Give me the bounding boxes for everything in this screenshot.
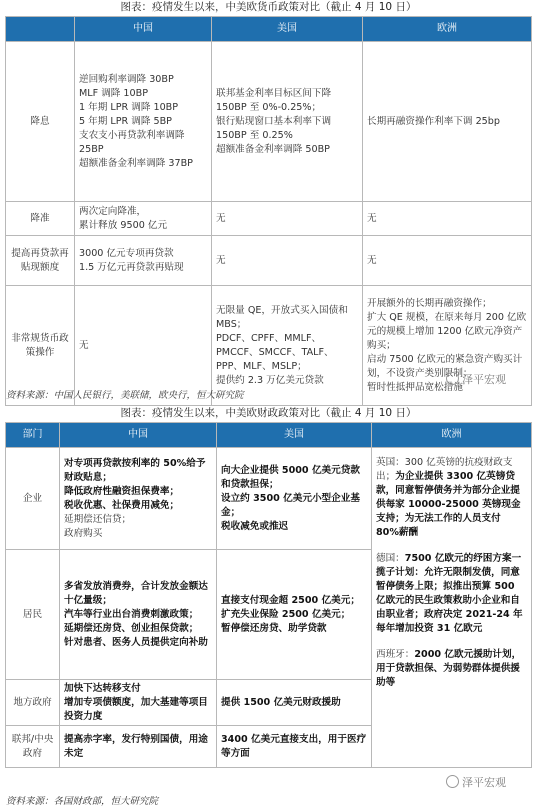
cell-text: 提高赤字率，发行特别国债，用途未定 [64, 733, 208, 759]
cell-text: 7500 亿欧元的纾困方案一揽子计划：允许无限制发债，同意暂停债务上限；拟推出预算 500 亿欧元的民生政策救助小企业和自由职业者；政府决定 2021-24 年每年增加投资 31 亿欧元 [376, 553, 523, 634]
cell-text: 税收减免或推迟 [221, 520, 289, 532]
cell-paragraph [64, 682, 212, 696]
cell-text: 德国： [376, 553, 405, 564]
cell-text: 为企业提供 3300 亿英镑贷款，同意暂停债务并为部分企业提供每家 10000-25000 英镑现金支持；为无法工作的人员支付 80%薪酬 [376, 471, 521, 538]
cell-text: 暂停偿还房贷、助学贷款 [221, 622, 327, 634]
cell-line: PDCF、CPFF、MMLF、 [216, 332, 322, 344]
cell-paragraph [221, 608, 367, 622]
cell-cn [75, 286, 212, 406]
cell-us [217, 550, 372, 680]
cell-line: 无 [216, 254, 226, 266]
cell-line: 1 年期 LPR 调降 10BP [79, 101, 179, 113]
cell-line: 无 [79, 339, 89, 351]
table-row [6, 236, 532, 286]
cell-line: 启动 7500 亿欧元的紧急资产购买计划，不设资产类别限制； [367, 353, 523, 379]
table-row [6, 202, 532, 236]
cell-cn [75, 42, 212, 202]
cell-text: 汽车等行业出台消费刺激政策； [64, 608, 199, 620]
cell-paragraph [64, 457, 212, 485]
header-cell: 美国 [212, 17, 363, 42]
table1-caption: 图表：疫情发生以来，中美欧货币政策对比（截止 4 月 10 日） [120, 1, 417, 13]
cell-text: 对专项再贷款按利率的 50%给予财政贴息； [64, 457, 206, 483]
cell-line: 3000 亿元专项再贷款 [79, 247, 174, 259]
cell-text: 多省发放消费券，合计发放金额达十亿量级； [64, 580, 208, 606]
cell-eu [372, 448, 532, 768]
cell-eu [363, 202, 532, 236]
cell-paragraph [64, 499, 212, 513]
row-label: 提高再贷款再贴现额度 [6, 236, 75, 286]
cell-text: 西班牙： [376, 649, 415, 660]
cell-line: 逆回购利率调降 30BP [79, 73, 174, 85]
cell-text: 政府购买 [64, 527, 103, 539]
cell-text: 直接支付现金超 2500 亿美元； [221, 594, 360, 606]
row-label: 企业 [6, 448, 60, 550]
header-cell: 欧洲 [363, 17, 532, 42]
cell-us [212, 42, 363, 202]
wechat-icon [446, 372, 459, 385]
cell-paragraph [64, 485, 212, 499]
cell-line: 累计释放 9500 亿元 [79, 219, 168, 231]
cell-line: 无 [367, 254, 377, 266]
cell-cn [75, 202, 212, 236]
cell-eu [363, 236, 532, 286]
cell-text: 2000 亿欧元援助计划，用于贷款担保、为弱势群体提供援助等 [376, 649, 522, 688]
cell-paragraph [376, 552, 527, 636]
cell-paragraph [376, 456, 527, 540]
fiscal-policy-table [5, 422, 532, 768]
header-cell: 美国 [217, 423, 372, 448]
header-cell: 部门 [6, 423, 60, 448]
row-label: 降准 [6, 202, 75, 236]
cell-paragraph [221, 622, 367, 636]
table2-caption: 图表：疫情发生以来，中美欧财政政策对比（截止 4 月 10 日） [120, 407, 417, 419]
cell-text: 设立约 3500 亿美元小型企业基金； [221, 492, 360, 518]
header-cell: 中国 [75, 17, 212, 42]
cell-line: PPP、MLF、MSLP； [216, 360, 307, 372]
cell-paragraph [64, 636, 212, 650]
cell-cn [60, 726, 217, 768]
monetary-policy-table [5, 16, 532, 406]
cell-text: 降低政府性融资担保费率； [64, 485, 180, 497]
cell-line: 两次定向降准， [79, 205, 147, 217]
cell-paragraph [64, 513, 212, 527]
header-cell [6, 17, 75, 42]
cell-paragraph [64, 696, 212, 724]
cell-us [217, 726, 372, 768]
cell-line: 1.5 万亿元再贷款再贴现 [79, 261, 184, 273]
cell-line: 5 年期 LPR 调降 5BP [79, 115, 172, 127]
wechat-icon [446, 775, 459, 788]
table1-source: 资料来源：中国人民银行，美联储，欧央行，恒大研究院 [6, 390, 244, 401]
cell-paragraph [221, 492, 367, 520]
cell-line: 无限量 QE，开放式买入国债和 MBS； [216, 304, 348, 330]
cell-line: PMCCF、SMCCF、TALF、 [216, 346, 334, 358]
cell-paragraph [64, 527, 212, 541]
cell-cn [60, 550, 217, 680]
row-label: 地方政府 [6, 680, 60, 726]
row-label: 居民 [6, 550, 60, 680]
cell-text: 扩充失业保险 2500 亿美元； [221, 608, 351, 620]
cell-us [217, 680, 372, 726]
cell-line: 暂时性抵押品宽松措施 [367, 381, 463, 393]
watermark-2: 泽平宏观 [446, 775, 506, 789]
cell-text: 英国：300 亿英镑的抗疫财政支出； [376, 457, 513, 482]
cell-text: 延期偿还信贷； [64, 513, 132, 525]
table-row [6, 448, 532, 550]
cell-cn [75, 236, 212, 286]
cell-text: 增加专项债额度，加大基建等项目投资力度 [64, 696, 208, 722]
cell-paragraph [221, 594, 367, 608]
cell-us [212, 202, 363, 236]
cell-paragraph [64, 608, 212, 622]
cell-text: 3400 亿美元直接支出，用于医疗等方面 [221, 733, 367, 759]
table-row [6, 42, 532, 202]
cell-text: 向大企业提供 5000 亿美元贷款和贷款担保； [221, 464, 360, 490]
header-cell: 中国 [60, 423, 217, 448]
cell-line: 超额准备金利率调降 37BP [79, 157, 193, 169]
cell-line: 无 [216, 212, 226, 224]
cell-us [217, 448, 372, 550]
row-label: 联邦/中央政府 [6, 726, 60, 768]
cell-paragraph [376, 648, 527, 690]
watermark-1: 泽平宏观 [446, 372, 506, 386]
row-label: 降息 [6, 42, 75, 202]
cell-text: 加快下达转移支付 [64, 682, 141, 694]
header-cell: 欧洲 [372, 423, 532, 448]
table-row [6, 286, 532, 406]
cell-text: 提供 1500 亿美元财政援助 [221, 696, 341, 708]
cell-line: 无 [367, 212, 377, 224]
cell-line: 长期再融资操作利率下调 25bp [367, 115, 500, 127]
cell-text: 针对患者、医务人员提供定向补助 [64, 636, 208, 648]
cell-eu [363, 42, 532, 202]
cell-paragraph [64, 622, 212, 636]
table2-source: 资料来源：各国财政部，恒大研究院 [6, 796, 159, 807]
cell-paragraph [64, 733, 212, 761]
cell-cn [60, 680, 217, 726]
cell-us [212, 236, 363, 286]
cell-us [212, 286, 363, 406]
cell-line: 扩大 QE 规模，在原来每月 200 亿欧元的规模上增加 1200 亿欧元净资产购买； [367, 311, 527, 351]
cell-cn [60, 448, 217, 550]
cell-text: 延期偿还房贷、创业担保贷款； [64, 622, 199, 634]
cell-line: 提供约 2.3 万亿美元贷款 [216, 374, 324, 386]
cell-paragraph [221, 520, 367, 534]
cell-line: 联邦基金利率目标区间下降 150BP 至 0%-0.25%； [216, 87, 332, 113]
cell-paragraph [221, 733, 367, 761]
cell-line: 银行贴现窗口基本利率下调 150BP 至 0.25% [216, 115, 332, 141]
cell-paragraph [221, 464, 367, 492]
cell-line: 超额准备金利率调降 50BP [216, 143, 330, 155]
cell-line: 开展额外的长期再融资操作； [367, 297, 492, 309]
cell-text: 税收优惠、社保费用减免； [64, 499, 180, 511]
row-label: 非常规货币政策操作 [6, 286, 75, 406]
cell-paragraph [221, 696, 367, 710]
cell-paragraph [64, 580, 212, 608]
cell-line: 支农支小再贷款利率调降 25BP [79, 129, 185, 155]
cell-eu [363, 286, 532, 406]
cell-line: MLF 调降 10BP [79, 87, 149, 99]
